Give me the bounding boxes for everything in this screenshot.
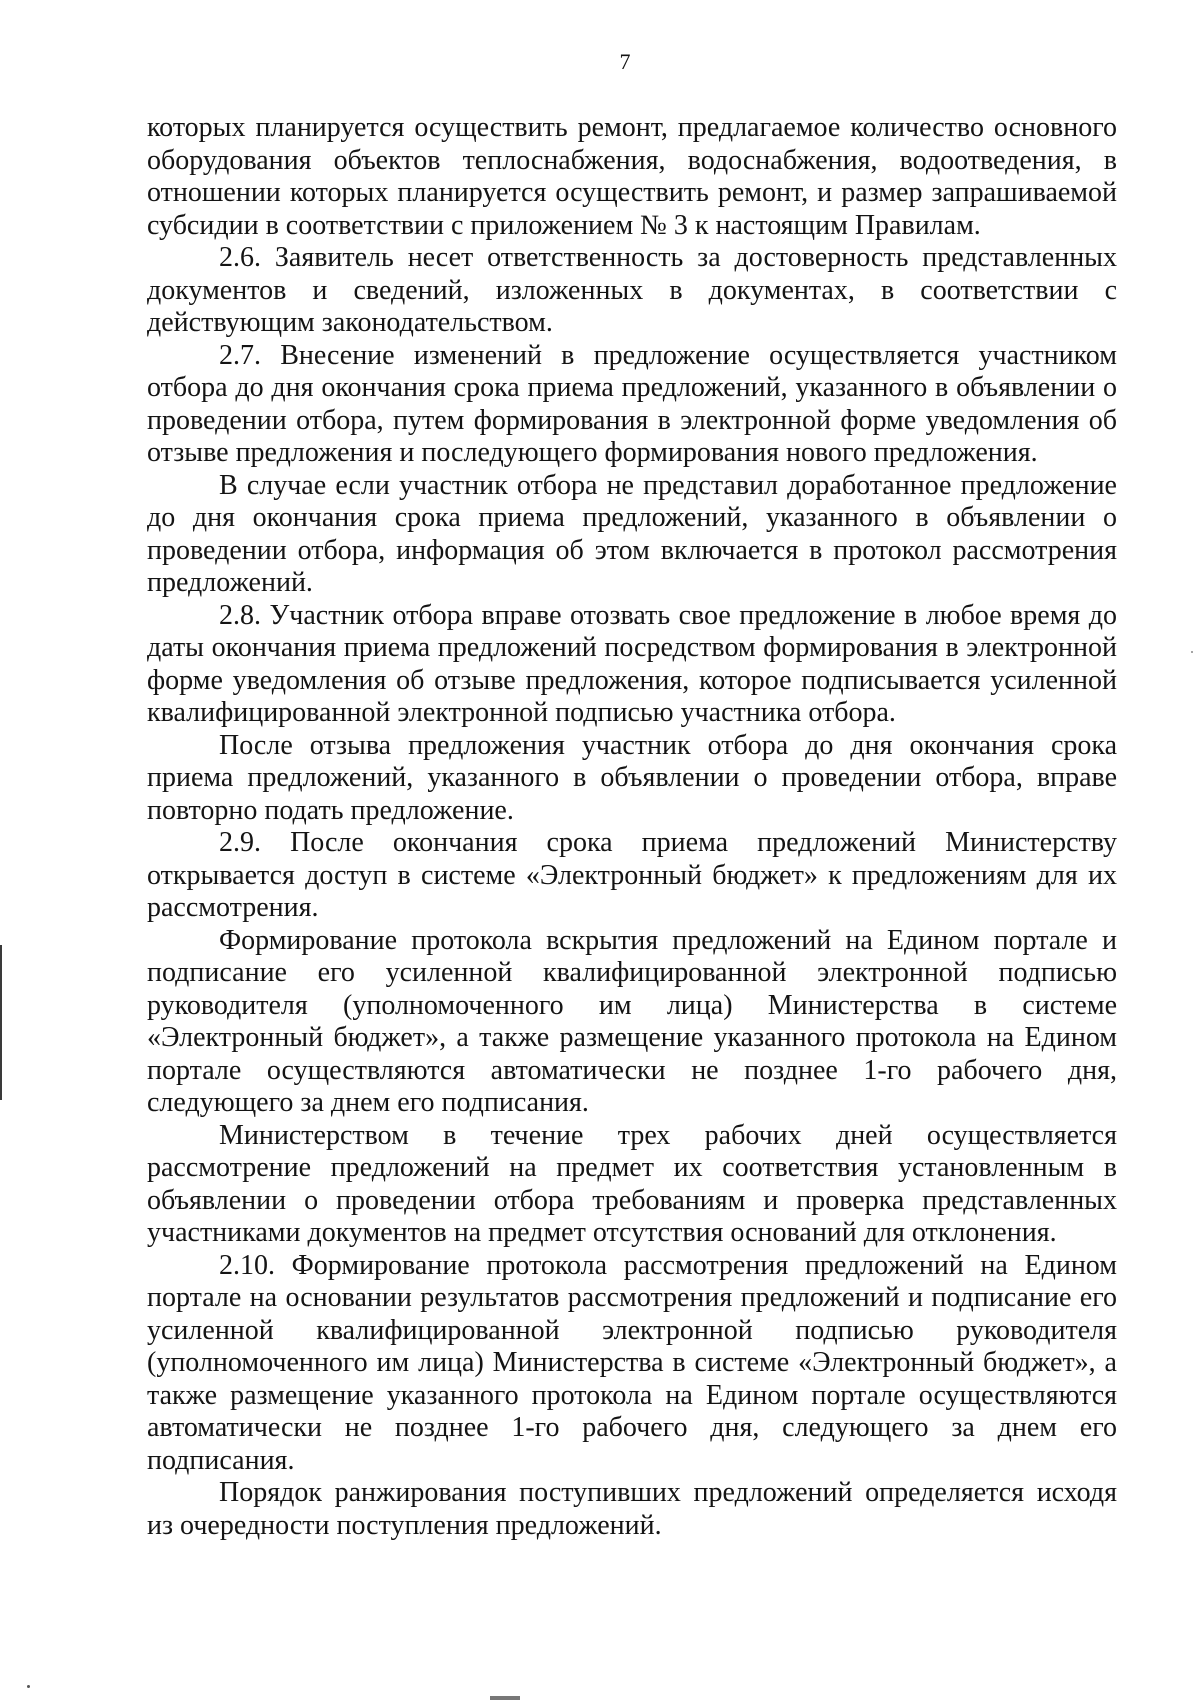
page-number: 7	[619, 49, 631, 74]
paragraph-2-8-resubmit: После отзыва предложения участник отбора до дня окончания срока приема предложений, указанного в объявлении о проведении отбора, вправе повторно подать предложение.	[147, 729, 1117, 826]
scan-bottom-artifact	[490, 1696, 520, 1700]
scan-speck	[27, 1685, 30, 1688]
paragraph-continuation: которых планируется осуществить ремонт, предлагаемое количество основного оборудования объектов теплоснабжения, водоснабжения, водоотведения, в отношении которых планируется осуществить ремонт, и размер запрашиваемой субсидии в соответствии с приложением № 3 к настоящим Правилам.	[147, 112, 1117, 241]
paragraph-2-7-case: В случае если участник отбора не представил доработанное предложение до дня окончания срока приема предложений, указанного в объявлении о проведении отбора, информация об этом включается в протокол рассмотрения предложений.	[147, 469, 1117, 598]
paragraph-2-9-review: Министерством в течение трех рабочих дней осуществляется рассмотрение предложений на предмет их соответствия установленным в объявлении о проведении отбора требованиям и проверка представленных участниками документов на предмет отсутствия оснований для отклонения.	[147, 1119, 1117, 1248]
paragraph-2-10: 2.10. Формирование протокола рассмотрения предложений на Едином портале на основании результатов рассмотрения предложений и подписание его усиленной квалифицированной электронной подписью руководителя (уполномоченного им лица) Министерства в системе «Электронный бюджет», а также размещение указанного протокола на Едином портале осуществляются автоматически не позднее 1-го рабочего дня, следующего за днем его подписания.	[147, 1249, 1117, 1476]
paragraph-2-10-ranking: Порядок ранжирования поступивших предложений определяется исходя из очередности поступления предложений.	[147, 1477, 1117, 1541]
scan-edge-mark	[0, 945, 2, 1100]
document-body	[147, 112, 1117, 1542]
scan-speck	[1191, 651, 1193, 653]
paragraph-2-6: 2.6. Заявитель несет ответственность за достоверность представленных документов и сведений, изложенных в документах, в соответствии с действующим законодательством.	[147, 242, 1117, 338]
paragraph-2-9-opening-protocol: Формирование протокола вскрытия предложений на Едином портале и подписание его усиленной квалифицированной электронной подписью руководителя (уполномоченного им лица) Министерства в системе «Электронный бюджет», а также размещение указанного протокола на Едином портале осуществляются автоматически не позднее 1-го рабочего дня, следующего за днем его подписания.	[147, 924, 1117, 1118]
paragraph-2-9: 2.9. После окончания срока приема предложений Министерству открывается доступ в системе «Электронный бюджет» к предложениям для их рассмотрения.	[147, 827, 1117, 923]
paragraph-2-7: 2.7. Внесение изменений в предложение осуществляется участником отбора до дня окончания срока приема предложений, указанного в объявлении о проведении отбора, путем формирования в электронной форме уведомления об отзыве предложения и последующего формирования нового предложения.	[147, 339, 1117, 468]
paragraph-2-8: 2.8. Участник отбора вправе отозвать свое предложение в любое время до даты окончания приема предложений посредством формирования в электронной форме уведомления об отзыве предложения, которое подписывается усиленной квалифицированной электронной подписью участника отбора.	[147, 599, 1117, 728]
